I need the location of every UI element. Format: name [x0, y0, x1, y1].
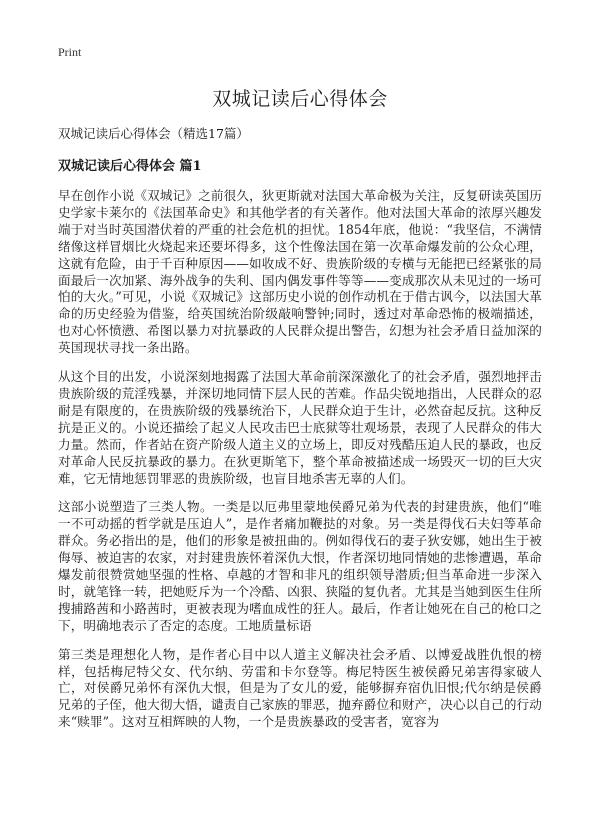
paragraph-4: 第三类是理想化人物，是作者心目中以人道主义解决社会矛盾、以博爱战胜仇恨的榜样，包括梅尼特父女、代尔纳、劳雷和卡尔登等。梅尼特医生被侯爵兄弟害得家破人亡，对侯爵兄弟怀有深仇大恨，但是为了女儿的爱，能够摒弃宿仇旧恨;代尔纳是侯爵兄弟的子侄，他大彻大悟，谴责自己家族的罪恶，抛弃爵位和财产，决心以自己的行动来“赎罪”。这对互相辉映的人物，一个是贵族暴政的受害者，宽容为 — [58, 646, 542, 730]
section-heading: 双城记读后心得体会 篇1 — [58, 159, 202, 174]
paragraph-2: 从这个目的出发，小说深刻地揭露了法国大革命前深深激化了的社会矛盾，强烈地抨击贵族阶级的荒淫残暴，并深切地同情下层人民的苦难。作品尖锐地指出，人民群众的忍耐是有限度的，在贵族阶级的残暴统治下，人民群众迫于生计，必然奋起反抗。这种反抗是正义的。小说还描绘了起义人民攻击巴士底狱等壮观场景，表现了人民群众的伟大力量。然而，作者站在资产阶级人道主义的立场上，即反对残酷压迫人民的暴政，也反对革命人民反抗暴政的暴力。在狄更斯笔下，整个革命被描述成一场毁灭一切的巨大灾难，它无情地惩罚罪恶的贵族阶级，也盲目地杀害无辜的人们。 — [58, 369, 542, 486]
paragraph-3: 这部小说塑造了三类人物。一类是以厄弗里蒙地侯爵兄弟为代表的封建贵族，他们“唯一不可动摇的哲学就是压迫人”，是作者痛加鞭挞的对象。另一类是得伐石夫妇等革命群众。务必指出的是，他们的形象是被扭曲的。例如得伐石的妻子狄安娜，她出生于被侮辱、被迫害的农家，对封建贵族怀着深仇大恨，作者深切地同情她的悲惨遭遇，革命爆发前很赞赏她坚强的性格、卓越的才智和非凡的组织领导潜质;但当革命进一步深入时，就笔锋一转，把她贬斥为一个冷酷、凶狠、狭隘的复仇者。尤其是当她到医生住所搜捕路茜和小路茜时，更被表现为嗜血成性的狂人。最后，作者让她死在自己的枪口之下，明确地表示了否定的态度。工地质量标语 — [58, 499, 542, 633]
print-link[interactable]: Print — [58, 45, 82, 59]
document-subtitle: 双城记读后心得体会（精选17篇） — [58, 126, 249, 141]
paragraph-1: 早在创作小说《双城记》之前很久，狄更斯就对法国大革命极为关注，反复研读英国历史学家卡莱尔的《法国革命史》和其他学者的有关著作。他对法国大革命的浓厚兴趣发端于对当时英国潜伏着的严重的社会危机的担忧。1854年底，他说：“我坚信，不满情绪像这样冒烟比火烧起来还要坏得多，这个性像法国在第一次革命爆发前的公众心理，这就有危险，由于千百种原因——如收成不好、贵族阶级的专横与无能把已经紧张的局面最后一次加紧、海外战争的失利、国内偶发事件等等——变成那次从未见过的一场可怕的大火。”可见，小说《双城记》这部历史小说的创作动机在于借古讽今，以法国大革命的历史经验为借鉴，给英国统治阶级敲响警钟;同时，透过对革命恐怖的极端描述，也对心怀愤懑、希图以暴力对抗暴政的人民群众提出警告，幻想为社会矛盾日益加深的英国现状寻找一条出路。 — [58, 188, 542, 356]
page-title: 双城记读后心得体会 — [212, 88, 388, 110]
